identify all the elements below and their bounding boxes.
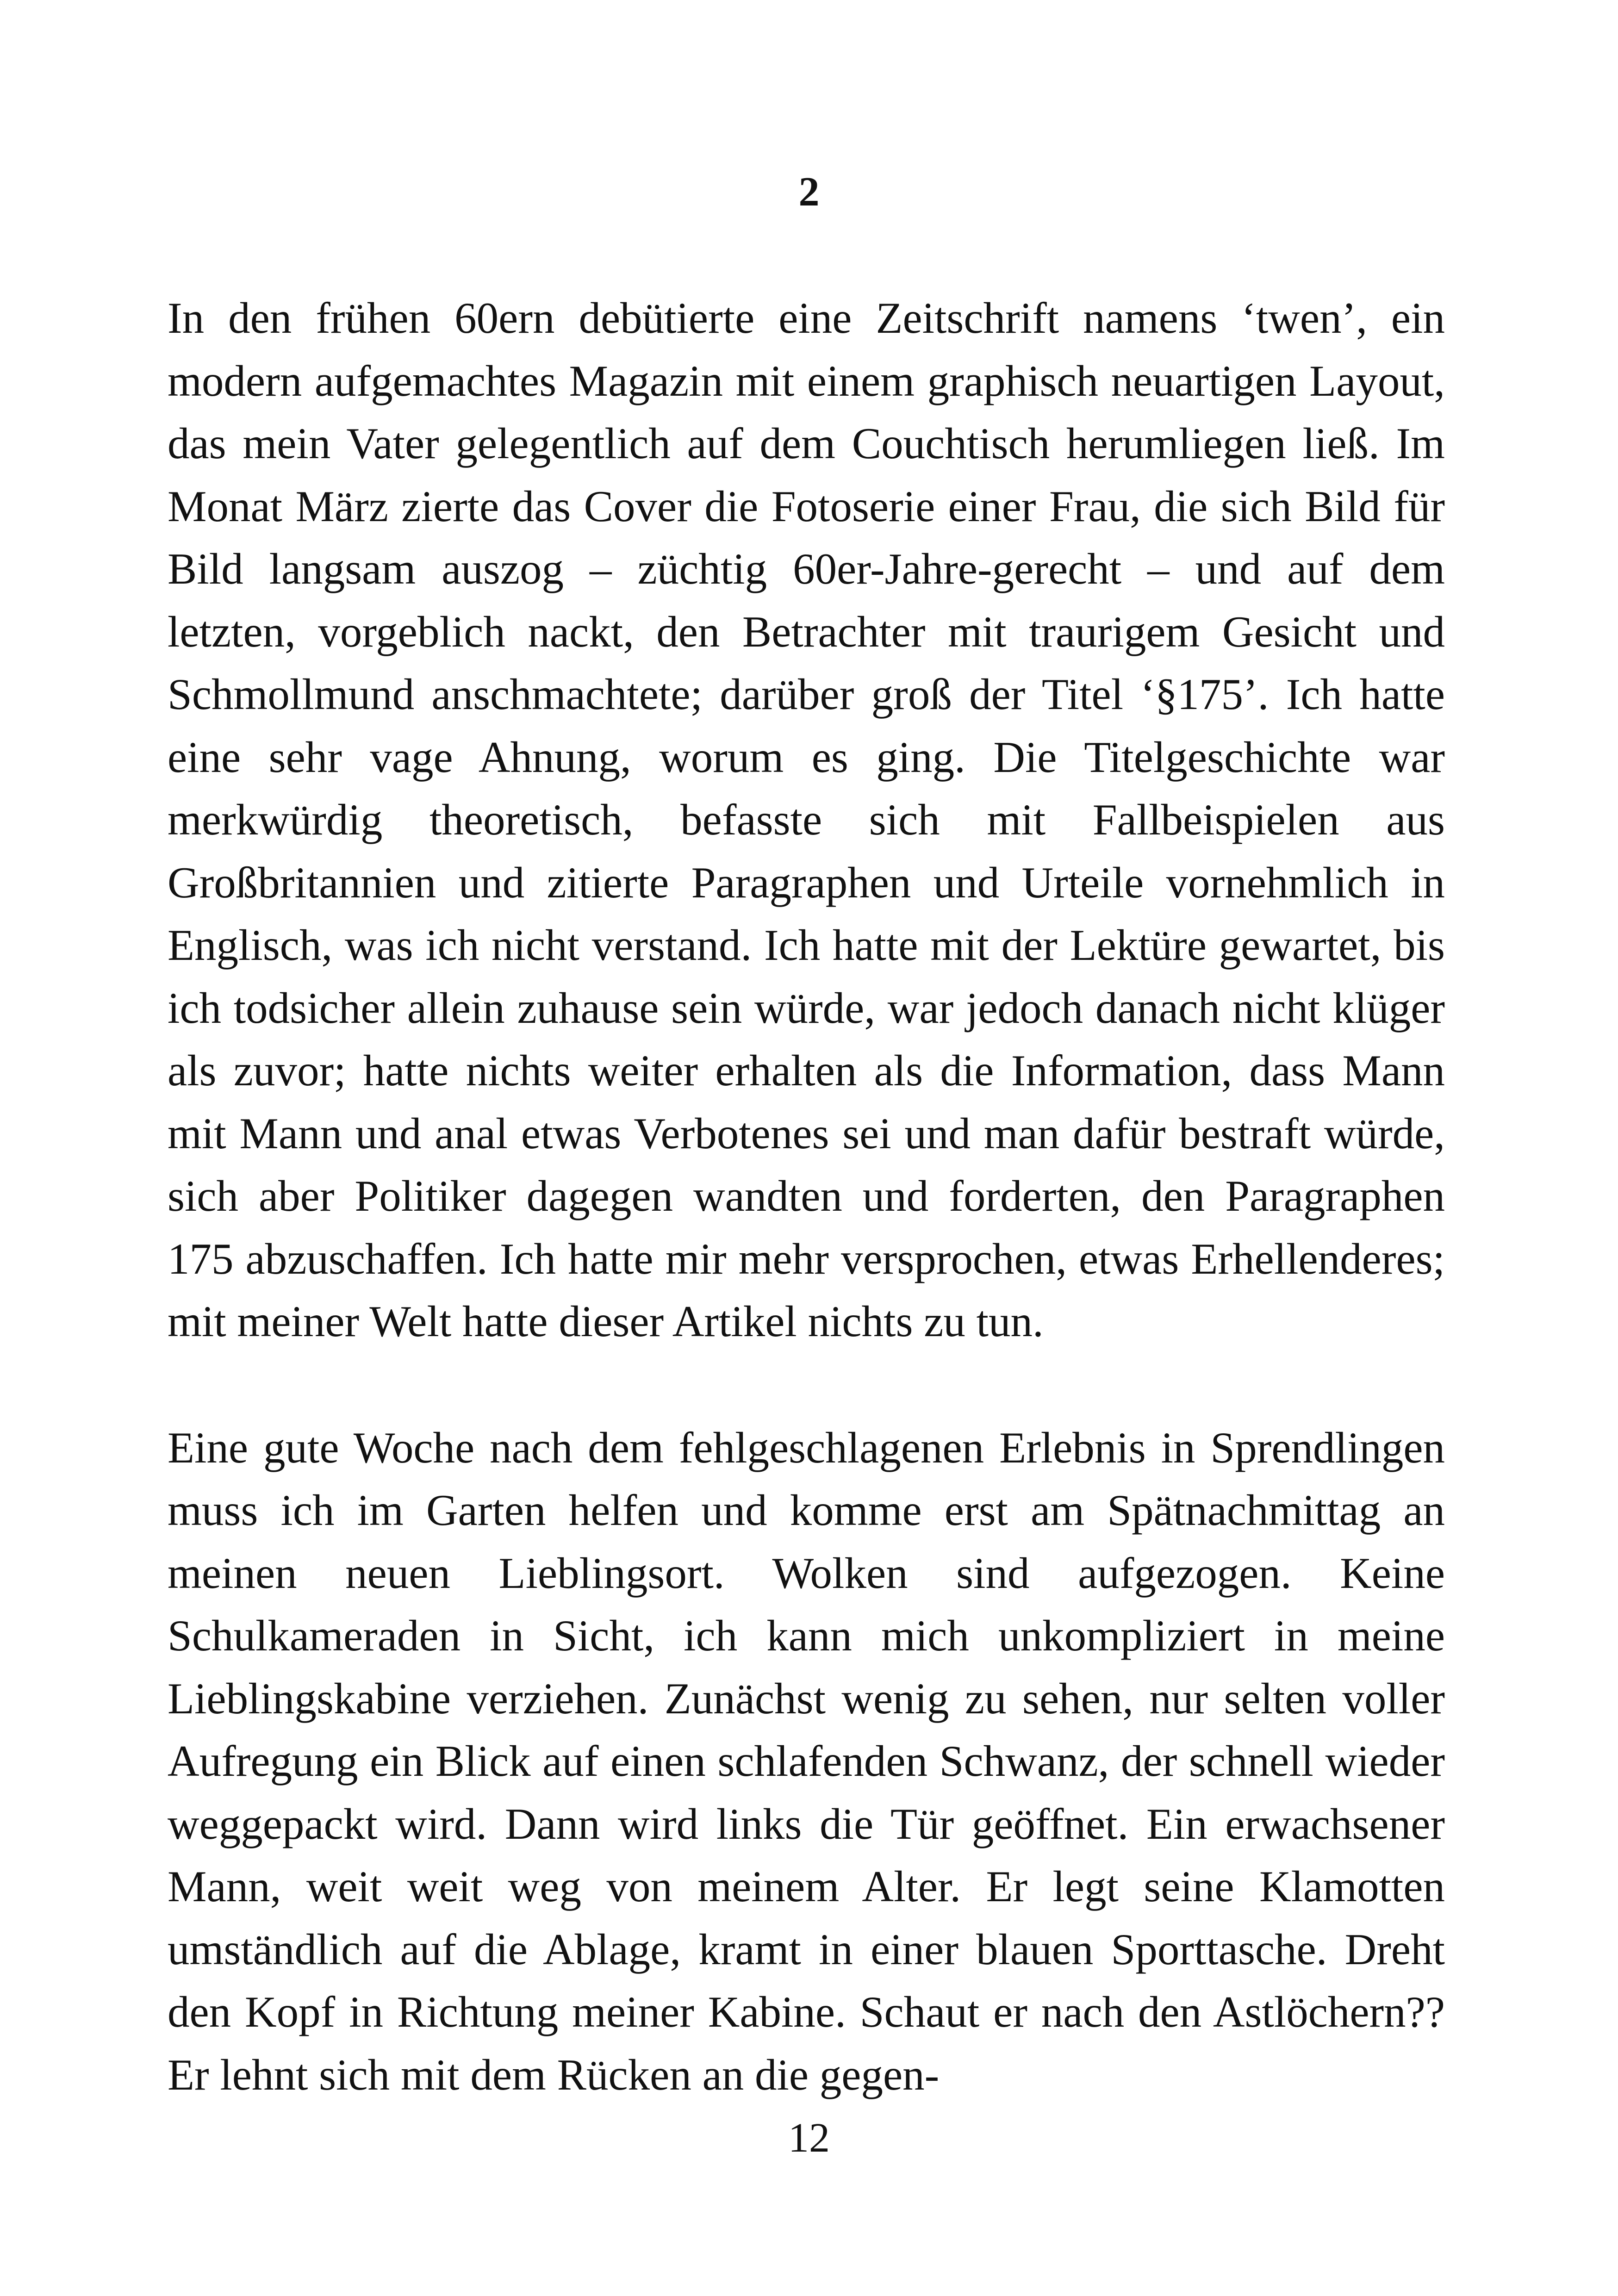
body-text — [168, 287, 1445, 2106]
chapter-number: 2 — [798, 169, 820, 215]
page-number: 12 — [788, 2115, 830, 2161]
paragraph-2: Eine gute Woche nach dem fehlgeschlagenen Erlebnis in Sprendlingen muss ich im Garten helfen und komme erst am Spätnachmittag an meinen neuen Lieblingsort. Wolken sind aufgezogen. Keine Schulkameraden in Sicht, ich kann mich unkompliziert in meine Lieblingskabine verziehen. Zunächst wenig zu sehen, nur selten voller Aufregung ein Blick auf einen schlafenden Schwanz, der schnell wieder weggepackt wird. Dann wird links die Tür geöffnet. Ein erwachsener Mann, weit weit weg von meinem Alter. Er legt seine Klamotten umständlich auf die Ablage, kramt in einer blauen Sporttasche. Dreht den Kopf in Richtung meiner Kabine. Schaut er nach den Astlöchern?? Er lehnt sich mit dem Rücken an die gegen- — [168, 1423, 1445, 2099]
paragraph-1: In den frühen 60ern debütierte eine Zeitschrift namens ‘twen’, ein modern aufgemachtes Magazin mit einem graphisch neuartigen Layout, das mein Vater gelegentlich auf dem Couchtisch herumliegen ließ. Im Monat März zierte das Cover die Fotoserie einer Frau, die sich Bild für Bild langsam auszog – züchtig 60er-Jahre-gerecht – und auf dem letzten, vorgeblich nackt, den Betrachter mit traurigem Gesicht und Schmollmund anschmachtete; darüber groß der Titel ‘§175’. Ich hatte eine sehr vage Ahnung, worum es ging. Die Titelgeschichte war merkwürdig theoretisch, befasste sich mit Fallbeispielen aus Großbritannien und zitierte Paragraphen und Urteile vornehmlich in Englisch, was ich nicht verstand. Ich hatte mit der Lektüre gewartet, bis ich todsicher allein zuhause sein würde, war jedoch danach nicht klüger als zuvor; hatte nichts weiter erhalten als die Information, dass Mann mit Mann und anal etwas Verbotenes sei und man dafür bestraft würde, sich aber Politiker dagegen wandten und forderten, den Paragraphen 175 abzuschaffen. Ich hatte mir mehr versprochen, etwas Erhellenderes; mit meiner Welt hatte dieser Artikel nichts zu tun. — [168, 293, 1445, 1346]
